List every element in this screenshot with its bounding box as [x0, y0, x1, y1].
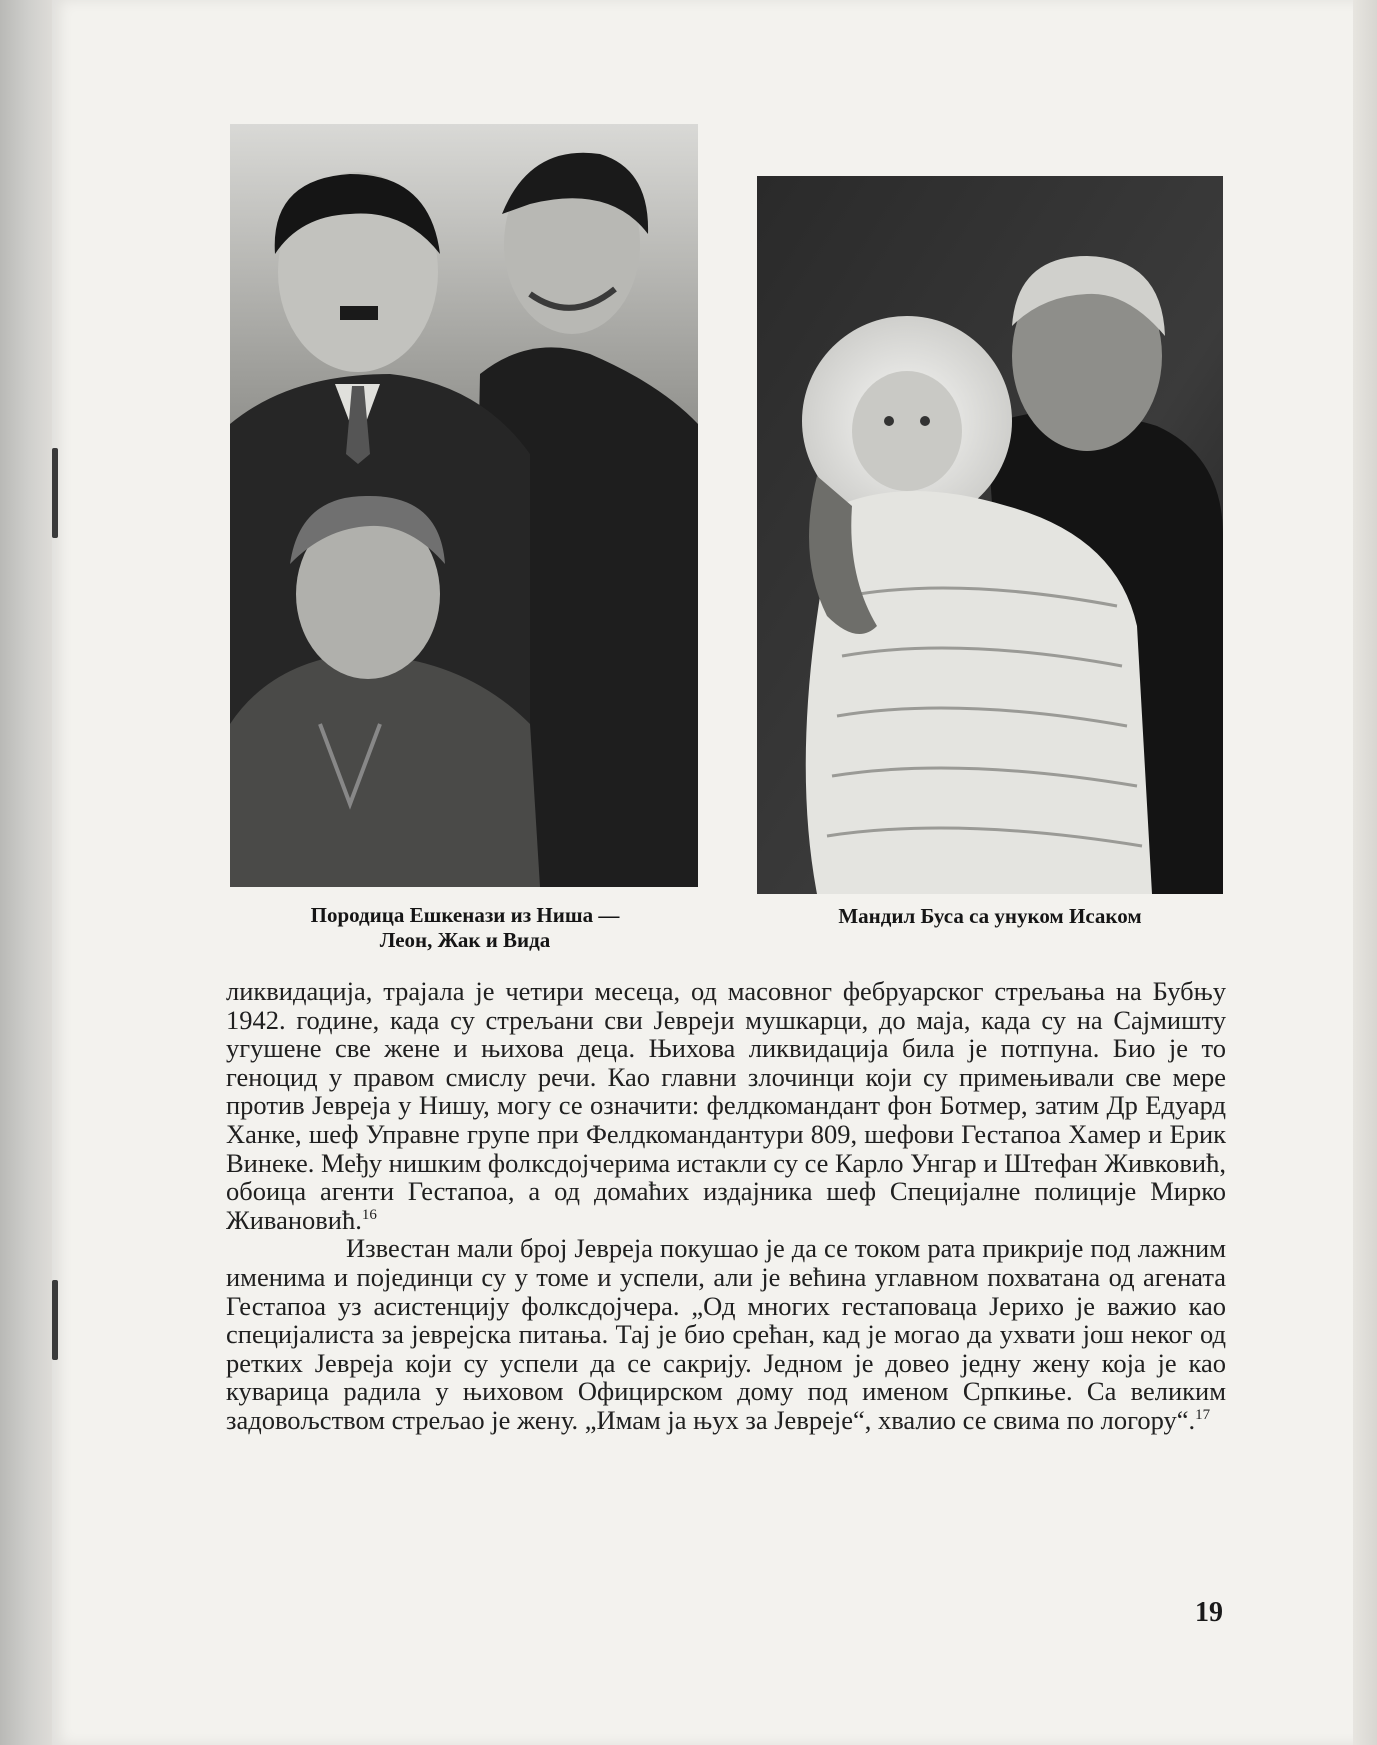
- figure-caption-left: [220, 903, 710, 953]
- paragraph: [226, 1234, 1226, 1434]
- grandmother-with-infant-photo: [757, 176, 1223, 894]
- caption-line: Породица Ешкенази из Ниша —: [310, 903, 620, 927]
- caption-line: Леон, Жак и Вида: [379, 928, 551, 952]
- footnote-ref: 17: [1195, 1407, 1211, 1424]
- figure-caption-right: [760, 904, 1220, 929]
- book-left-edge: [0, 0, 52, 1745]
- paragraph: [226, 977, 1226, 1234]
- paragraph-text: ликвидација, трајала је четири месеца, од масовног фебруарског стрељања на Бубњу 1942. године, када су стрељани сви Јевреји мушкарци, до маја, када су на Сајмишту угушене све жене и њихова деца. Њихова ликвидација била је потпуна. Био је то геноцид у правом смислу речи. Као главни злочинци који су примењивали све мере против Јевреја у Нишу, могу се означити: фелдкомандант фон Ботмер, затим Др Едуард Ханке, шеф Управне групе при Фелдкомандантури 809, шефови Гестапоа Хамер и Ерик Винеке. Међу нишким фолксдојчерима истакли су се Карло Унгар и Штефан Живковић, обоица агенти Гестапоа, а од домаћих издајника шеф Специјалне полиције Мирко Живановић.: [226, 976, 1226, 1235]
- caption-line: Мандил Буса са унуком Исаком: [838, 904, 1142, 928]
- family-portrait-photo: [230, 124, 698, 887]
- binding-staple-mark: [52, 448, 58, 538]
- body-text: [226, 977, 1226, 1435]
- book-right-edge: [1353, 0, 1377, 1745]
- binding-staple-mark: [52, 1280, 58, 1360]
- page-number: 19: [1195, 1597, 1223, 1628]
- footnote-ref: 16: [361, 1206, 377, 1223]
- paragraph-text: Известан мали број Јевреја покушао је да се током рата прикрије под лажним именима и појединци су у томе и успели, али је већина углавном похватана од агената Гестапоа уз асистенцију фолксдојчера. „Од многих гестаповаца Јерихо је важио као специјалиста за јеврејска питања. Тај је био срећан, кад је могао да ухвати још неког од ретких Јевреја који су успели да се сакрију. Једном је довео једну жену која је као куварица радила у њиховом Официрском дому под именом Српкиње. Са великим задовољством стрељао је жену. „Имам ја њух за Јевреје“, хвалио се свима по логору“.: [226, 1233, 1226, 1435]
